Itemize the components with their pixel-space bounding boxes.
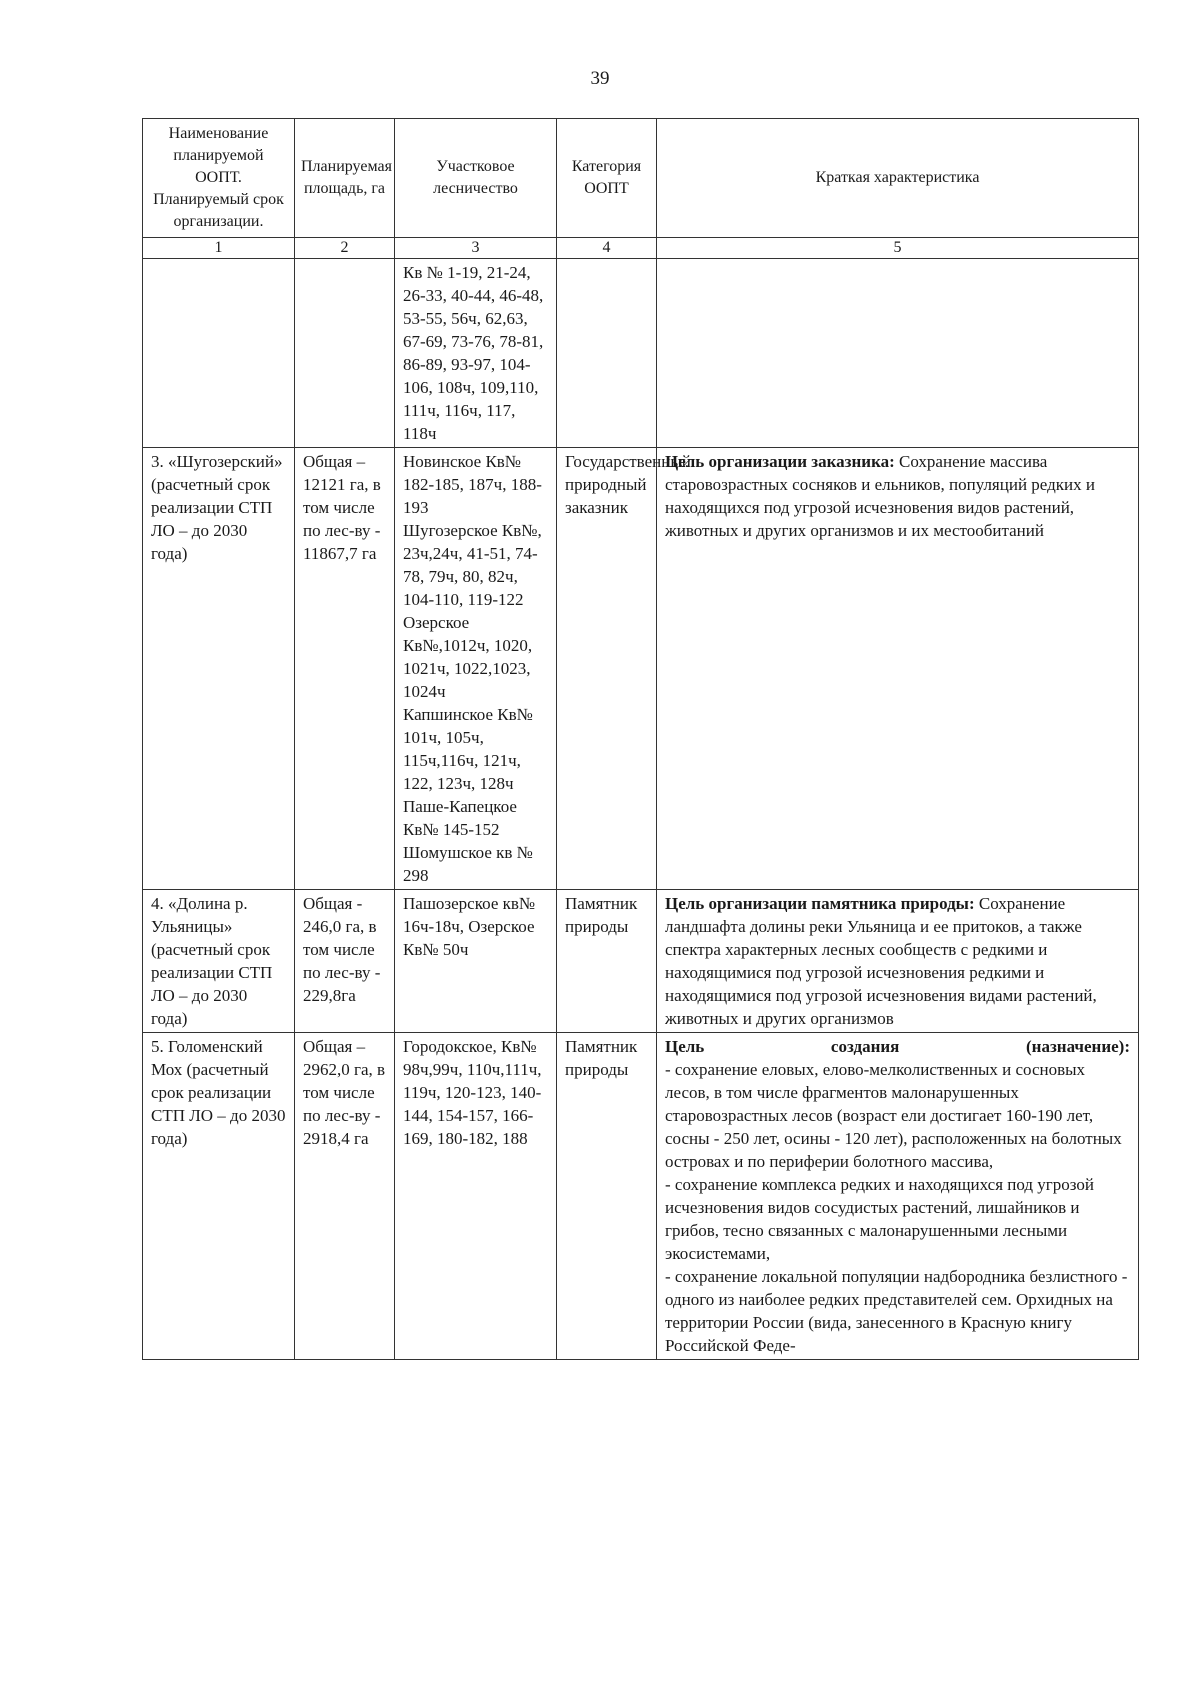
cell-area: Общая – 2962,0 га, в том числе по лес-ву - 2918,4 га — [295, 1033, 395, 1360]
cell-category — [557, 259, 657, 448]
cell-category: Государственный природный заказник — [557, 448, 657, 890]
cell-name — [143, 259, 295, 448]
column-number: 4 — [557, 238, 657, 259]
column-number: 2 — [295, 238, 395, 259]
table-row — [143, 1033, 1139, 1360]
page-number: 39 — [590, 68, 610, 89]
cell-description — [657, 448, 1139, 890]
oopt-table — [142, 118, 1139, 1360]
column-number: 3 — [395, 238, 557, 259]
header-area: Планируемая площадь, га — [295, 119, 395, 238]
header-name: Наименование планируемой ООПТ. Планируемый срок организации. — [143, 119, 295, 238]
goal-heading — [665, 1035, 1130, 1058]
cell-category: Памятник природы — [557, 1033, 657, 1360]
column-number: 5 — [657, 238, 1139, 259]
description-text: Сохранение массива старовозрастных сосняков и ельников, популяций редких и находящихся под угрозой исчезновения видов растений, животных и других организмов и их местообитаний — [665, 452, 1095, 540]
cell-description — [657, 890, 1139, 1033]
cell-forestry: Городокское, Кв№ 98ч,99ч, 110ч,111ч, 119ч, 120-123, 140-144, 154-157, 166-169, 180-182, 188 — [395, 1033, 557, 1360]
description-text: Сохранение ландшафта долины реки Ульяница и ее притоков, а также спектра характерных лесных сообществ с редкими и находящимися под угрозой исчезновения редкими и находящимися под угрозой исчезновения видами растений, животных и других организмов — [665, 894, 1097, 1028]
cell-name: 3. «Шугозерский» (расчетный срок реализации СТП ЛО – до 2030 года) — [143, 448, 295, 890]
cell-forestry: Новинское Кв№ 182-185, 187ч, 188-193 Шугозерское Кв№, 23ч,24ч, 41-51, 74-78, 79ч, 80, 82ч, 104-110, 119-122 Озерское Кв№,1012ч, 1020, 1021ч, 1022,1023, 1024ч Капшинское Кв№ 101ч, 105ч, 115ч,116ч, 121ч, 122, 123ч, 128ч Паше-Капецкое Кв№ 145-152 Шомушское кв № 298 — [395, 448, 557, 890]
cell-name: 5. Голоменский Мох (расчетный срок реализации СТП ЛО – до 2030 года) — [143, 1033, 295, 1360]
cell-forestry: Кв № 1-19, 21-24, 26-33, 40-44, 46-48, 53-55, 56ч, 62,63, 67-69, 73-76, 78-81, 86-89, 93-97, 104-106, 108ч, 109,110, 111ч, 116ч, 117, 118ч — [395, 259, 557, 448]
table-header-row — [143, 119, 1139, 238]
cell-forestry: Пашозерское кв№ 16ч-18ч, Озерское Кв№ 50ч — [395, 890, 557, 1033]
table-row — [143, 448, 1139, 890]
cell-area: Общая – 12121 га, в том числе по лес-ву - 11867,7 га — [295, 448, 395, 890]
header-category: Категория ООПТ — [557, 119, 657, 238]
description-item: - сохранение комплекса редких и находящихся под угрозой исчезновения видов сосудистых растений, лишайников и грибов, тесно связанных с малонарушенными лесными экосистемами, — [665, 1175, 1094, 1263]
cell-description — [657, 1033, 1139, 1360]
header-description: Краткая характеристика — [657, 119, 1139, 238]
table-row — [143, 890, 1139, 1033]
description-item: - сохранение локальной популяции надбородника безлистного - одного из наиболее редких представителей сем. Орхидных на территории России (вида, занесенного в Красную книгу Российской Феде- — [665, 1267, 1128, 1355]
cell-area — [295, 259, 395, 448]
goal-word: (назначение): — [1025, 1037, 1130, 1056]
table-row-continuation — [143, 259, 1139, 448]
cell-description — [657, 259, 1139, 448]
goal-label: Цель организации памятника природы: — [665, 894, 975, 913]
goal-word: создания — [830, 1037, 900, 1056]
cell-area: Общая - 246,0 га, в том числе по лес-ву - 229,8га — [295, 890, 395, 1033]
goal-word: Цель — [665, 1037, 705, 1056]
description-item: - сохранение еловых, елово-мелколиственных и сосновых лесов, в том числе фрагментов малонарушенных старовозрастных лесов (возраст ели достигает 160-190 лет, сосны - 250 лет, осины - 120 лет), расположенных на болотных островах и по периферии болотного массива, — [665, 1060, 1122, 1171]
cell-category: Памятник природы — [557, 890, 657, 1033]
column-number: 1 — [143, 238, 295, 259]
header-forestry: Участковое лесничество — [395, 119, 557, 238]
goal-label: Цель организации заказника: — [665, 452, 895, 471]
column-number-row — [143, 238, 1139, 259]
cell-name: 4. «Долина р. Ульяницы» (расчетный срок реализации СТП ЛО – до 2030 года) — [143, 890, 295, 1033]
